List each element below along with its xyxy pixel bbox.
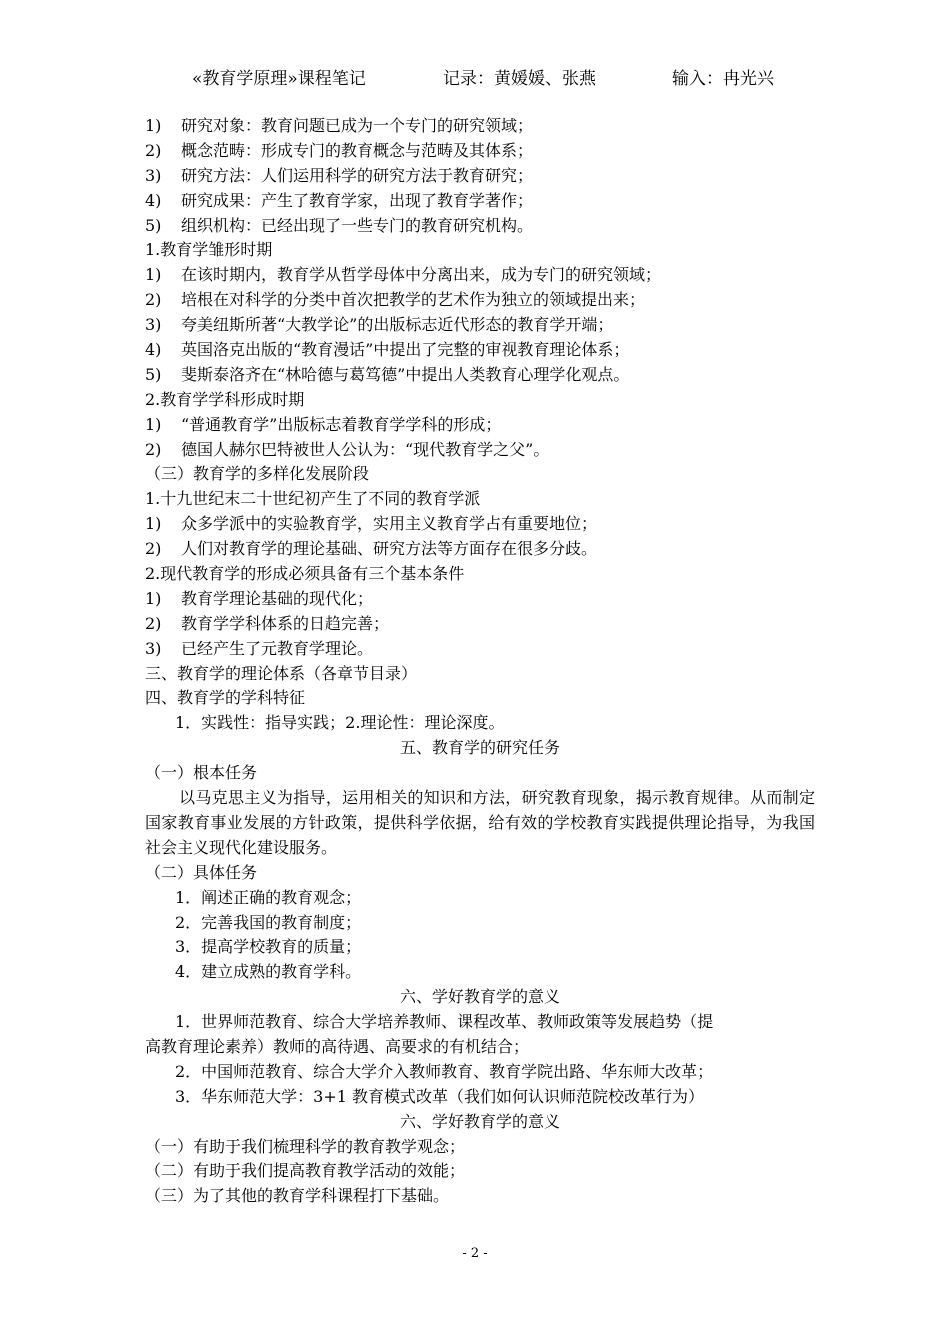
list-text: 教育学理论基础的现代化； [181,588,374,608]
list-text: “普通教育学”出版标志着教育学学科的形成； [181,414,502,434]
subheading-specific: （二）具体任务 [145,862,258,882]
list-text: 已经产生了元教育学理论。 [181,638,374,658]
list-number: 1) [145,265,162,285]
trend-item: 1．世界师范教育、综合大学培养教师、课程改革、教师政策等发展趋势（提 [175,1012,714,1032]
list-number: 3) [145,638,162,658]
section-heading-five: 五、教育学的研究任务 [399,738,560,758]
list-item [145,288,815,313]
course-title: «教育学原理»课程笔记 [192,69,366,89]
list-text: 概念范畴：形成专门的教育概念与范畴及其体系； [181,140,534,160]
page-header [0,64,950,94]
list-number: 4) [145,340,162,360]
list-text: 众多学派中的实验教育学，实用主义教育学占有重要地位； [181,514,598,534]
trend-item: 3．华东师范大学：3+1 教育模式改革（我们如何认识师范院校改革行为） [175,1086,705,1106]
section-heading-diverse: （三）教育学的多样化发展阶段 [145,464,370,484]
list-text: 人们对教育学的理论基础、研究方法等方面存在很多分歧。 [181,539,598,559]
list-number: 3) [145,315,162,335]
list-item [145,413,815,438]
list-number: 5) [145,215,162,235]
list-number: 1) [145,116,162,135]
fundamental-paragraph: 以马克思主义为指导，运用相关的知识和方法，研究教育现象，揭示教育规律。从而制定国家教育事业发展的方针政策，提供科学依据，给有效的学校教育实践提供理论指导，为我国社会主义现代化建设服务。 [145,788,815,857]
list-number: 4) [145,190,162,210]
list-item [145,438,815,463]
list-item [145,537,815,562]
section-heading-six: 六、学好教育学的意义 [399,987,560,1007]
subheading-fundamental: （一）根本任务 [145,763,258,783]
list-number: 2) [145,140,162,160]
task-item: 2．完善我国的教育制度； [175,912,362,932]
list-text: 英国洛克出版的“教育漫话”中提出了完整的审视教育理论体系； [181,340,630,360]
input-info: 输入：冉光兴 [672,69,774,89]
list-text: 研究成果：产生了教育学家，出现了教育学著作； [181,190,534,210]
list-item [145,587,815,612]
list-text: 研究对象：教育问题已成为一个专门的研究领域； [181,116,534,135]
subheading-schools: 1.十九世纪末二十世纪初产生了不同的教育学派 [145,489,481,509]
list-text: 培根在对科学的分类中首次把教学的艺术作为独立的领域提出来； [181,290,646,310]
list-item [145,263,815,288]
list-number: 3) [145,165,162,185]
features-line: 1．实践性：指导实践；2.理论性：理论深度。 [175,713,505,733]
list-number: 2) [145,613,162,633]
section-heading-four: 四、教育学的学科特征 [145,688,306,708]
list-number: 2) [145,539,162,559]
list-item [145,313,815,338]
list-text: 组织机构：已经出现了一些专门的教育研究机构。 [181,215,534,235]
list-text: 在该时期内，教育学从哲学母体中分离出来，成为专门的研究领域； [181,265,662,285]
list-item [145,363,815,388]
list-number: 1) [145,514,162,534]
list-number: 2) [145,290,162,310]
page-number: - 2 - [462,1246,488,1261]
list-item [145,114,815,139]
list-item [145,164,815,189]
meaning-item: （三）为了其他的教育学科课程打下基础。 [145,1186,450,1206]
trend-item: 2．中国师范教育、综合大学介入教师教育、教育学院出路、华东师大改革； [175,1061,714,1081]
meaning-item: （二）有助于我们提高教育教学活动的效能； [145,1161,466,1181]
document-body [145,114,815,1209]
task-item: 4．建立成熟的教育学科。 [175,962,362,982]
list-number: 1) [145,588,162,608]
list-text: 斐斯泰洛齐在“林哈德与葛笃德”中提出人类教育心理学化观点。 [181,364,630,384]
list-number: 1) [145,414,162,434]
list-item [145,637,815,662]
section-heading-three: 三、教育学的理论体系（各章节目录） [145,663,418,683]
recorder-info: 记录：黄媛媛、张燕 [443,69,596,89]
list-item [145,338,815,363]
list-number: 2) [145,439,162,459]
list-item [145,139,815,164]
list-text: 研究方法：人们运用科学的研究方法于教育研究； [181,165,534,185]
task-item: 3．提高学校教育的质量； [175,937,362,957]
list-item [145,612,815,637]
subheading-embryo: 1.教育学雏形时期 [145,240,273,260]
section-heading-six-repeat: 六、学好教育学的意义 [399,1111,560,1131]
subheading-modern: 2.现代教育学的形成必须具备有三个基本条件 [145,564,465,584]
list-item [145,214,815,239]
list-item [145,189,815,214]
task-item: 1．阐述正确的教育观念； [175,887,362,907]
list-text: 教育学学科体系的日趋完善； [181,613,390,633]
list-item [145,512,815,537]
list-text: 夸美纽斯所著“大教学论”的出版标志近代形态的教育学开端； [181,315,614,335]
list-number: 5) [145,364,162,384]
trend-item-continued: 高教育理论素养）教师的高待遇、高要求的有机结合； [145,1037,530,1056]
subheading-formation: 2.教育学学科形成时期 [145,389,305,409]
meaning-item: （一）有助于我们梳理科学的教育教学观念； [145,1136,466,1156]
list-text: 德国人赫尔巴特被世人公认为：“现代教育学之父”。 [181,439,550,459]
